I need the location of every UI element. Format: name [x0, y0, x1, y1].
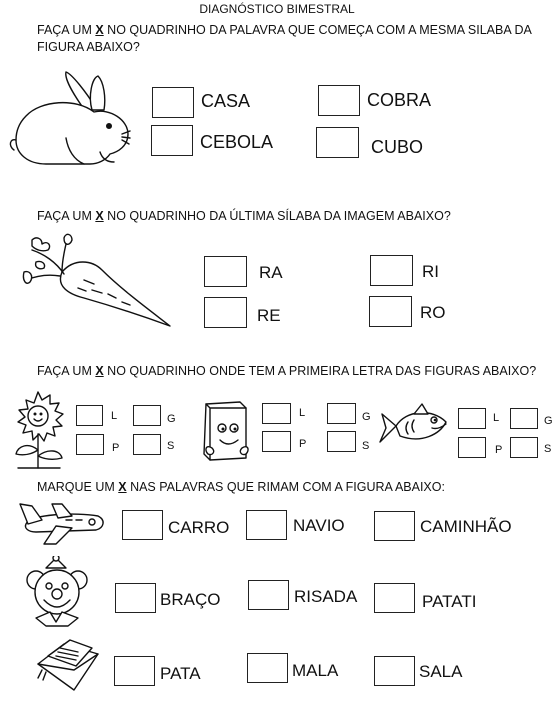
checkbox-mala[interactable] — [247, 653, 288, 683]
letter-flower-p: P — [112, 442, 120, 454]
checkbox-book-p[interactable] — [262, 431, 291, 452]
checkbox-fish-s[interactable] — [510, 437, 538, 458]
question-4-text — [37, 480, 445, 494]
q1-post: NO QUADRINHO DA PALAVRA QUE COMEÇA COM A MESMA SILABA DA — [103, 23, 532, 37]
option-ra: RA — [259, 263, 283, 282]
book-icon — [200, 398, 252, 464]
q2-post: NO QUADRINHO DA ÚLTIMA SÍLABA DA IMAGEM ABAIXO? — [103, 209, 451, 223]
option-mala: MALA — [292, 661, 339, 680]
checkbox-cobra[interactable] — [318, 85, 360, 116]
option-patati: PATATI — [422, 592, 477, 611]
checkbox-caminhao[interactable] — [374, 511, 415, 541]
checkbox-ri[interactable] — [370, 255, 413, 286]
letter-flower-l: L — [111, 410, 118, 422]
q4-pre: MARQUE UM — [37, 480, 119, 494]
option-risada: RISADA — [294, 587, 358, 606]
option-re: RE — [257, 306, 281, 325]
option-ri: RI — [422, 262, 439, 281]
option-ro: RO — [420, 303, 446, 322]
carrot-icon — [22, 232, 174, 330]
checkbox-sala[interactable] — [374, 656, 415, 686]
checkbox-navio[interactable] — [246, 510, 287, 540]
checkbox-flower-p[interactable] — [76, 434, 104, 455]
checkbox-fish-p[interactable] — [458, 437, 486, 458]
option-cubo: CUBO — [371, 137, 424, 157]
question-2-text — [37, 209, 451, 223]
page-title: DIAGNÓSTICO BIMESTRAL — [199, 2, 355, 16]
option-caminhao: CAMINHÃO — [420, 517, 512, 536]
checkbox-cubo[interactable] — [316, 127, 359, 158]
checkbox-book-g[interactable] — [327, 403, 356, 424]
letter-book-s: S — [362, 440, 370, 452]
q2-pre: FAÇA UM — [37, 209, 96, 223]
letter-icon — [34, 636, 104, 694]
letter-flower-s: S — [167, 440, 175, 452]
checkbox-flower-l[interactable] — [76, 405, 103, 426]
q3-post: NO QUADRINHO ONDE TEM A PRIMEIRA LETRA DAS FIGURAS ABAIXO? — [103, 364, 537, 378]
checkbox-book-s[interactable] — [327, 431, 356, 452]
q3-x: X — [95, 364, 104, 378]
letter-fish-s: S — [544, 443, 552, 455]
option-casa: CASA — [201, 91, 251, 111]
letter-fish-g: G — [544, 415, 553, 427]
q1-x: X — [95, 23, 104, 37]
checkbox-ra[interactable] — [204, 256, 247, 287]
rabbit-icon — [6, 68, 136, 170]
option-cebola: CEBOLA — [200, 132, 274, 152]
checkbox-flower-g[interactable] — [133, 405, 161, 426]
checkbox-re[interactable] — [204, 297, 247, 328]
letter-book-l: L — [299, 407, 306, 419]
checkbox-patati[interactable] — [374, 583, 415, 613]
fish-icon — [378, 402, 450, 452]
option-pata: PATA — [160, 664, 201, 683]
checkbox-pata[interactable] — [114, 656, 155, 686]
option-cobra: COBRA — [367, 90, 432, 110]
checkbox-carro[interactable] — [122, 510, 163, 540]
letter-flower-g: G — [167, 413, 176, 425]
letter-book-g: G — [362, 411, 371, 423]
question-1-line2: FIGURA ABAIXO? — [37, 40, 140, 54]
checkbox-flower-s[interactable] — [133, 434, 161, 455]
option-braco: BRAÇO — [160, 590, 221, 609]
q1-pre: FAÇA UM — [37, 23, 96, 37]
question-1-text — [37, 23, 532, 37]
option-sala: SALA — [419, 662, 463, 681]
checkbox-risada[interactable] — [248, 580, 289, 610]
checkbox-ro[interactable] — [369, 296, 412, 327]
checkbox-braco[interactable] — [115, 583, 156, 613]
letter-fish-p: P — [495, 444, 503, 456]
checkbox-book-l[interactable] — [262, 403, 291, 424]
option-carro: CARRO — [168, 518, 230, 537]
checkbox-fish-g[interactable] — [510, 408, 538, 429]
question-3-text — [37, 364, 536, 378]
checkbox-fish-l[interactable] — [458, 408, 486, 429]
clown-icon — [22, 556, 94, 628]
q3-pre: FAÇA UM — [37, 364, 96, 378]
sunflower-icon — [8, 388, 70, 472]
q2-x: X — [95, 209, 104, 223]
q4-post: NAS PALAVRAS QUE RIMAM COM A FIGURA ABAIXO: — [126, 480, 445, 494]
q4-x: X — [118, 480, 127, 494]
airplane-icon — [16, 496, 106, 546]
option-navio: NAVIO — [293, 516, 345, 535]
letter-fish-l: L — [493, 412, 500, 424]
letter-book-p: P — [299, 438, 307, 450]
checkbox-casa[interactable] — [152, 87, 194, 118]
checkbox-cebola[interactable] — [151, 125, 193, 156]
